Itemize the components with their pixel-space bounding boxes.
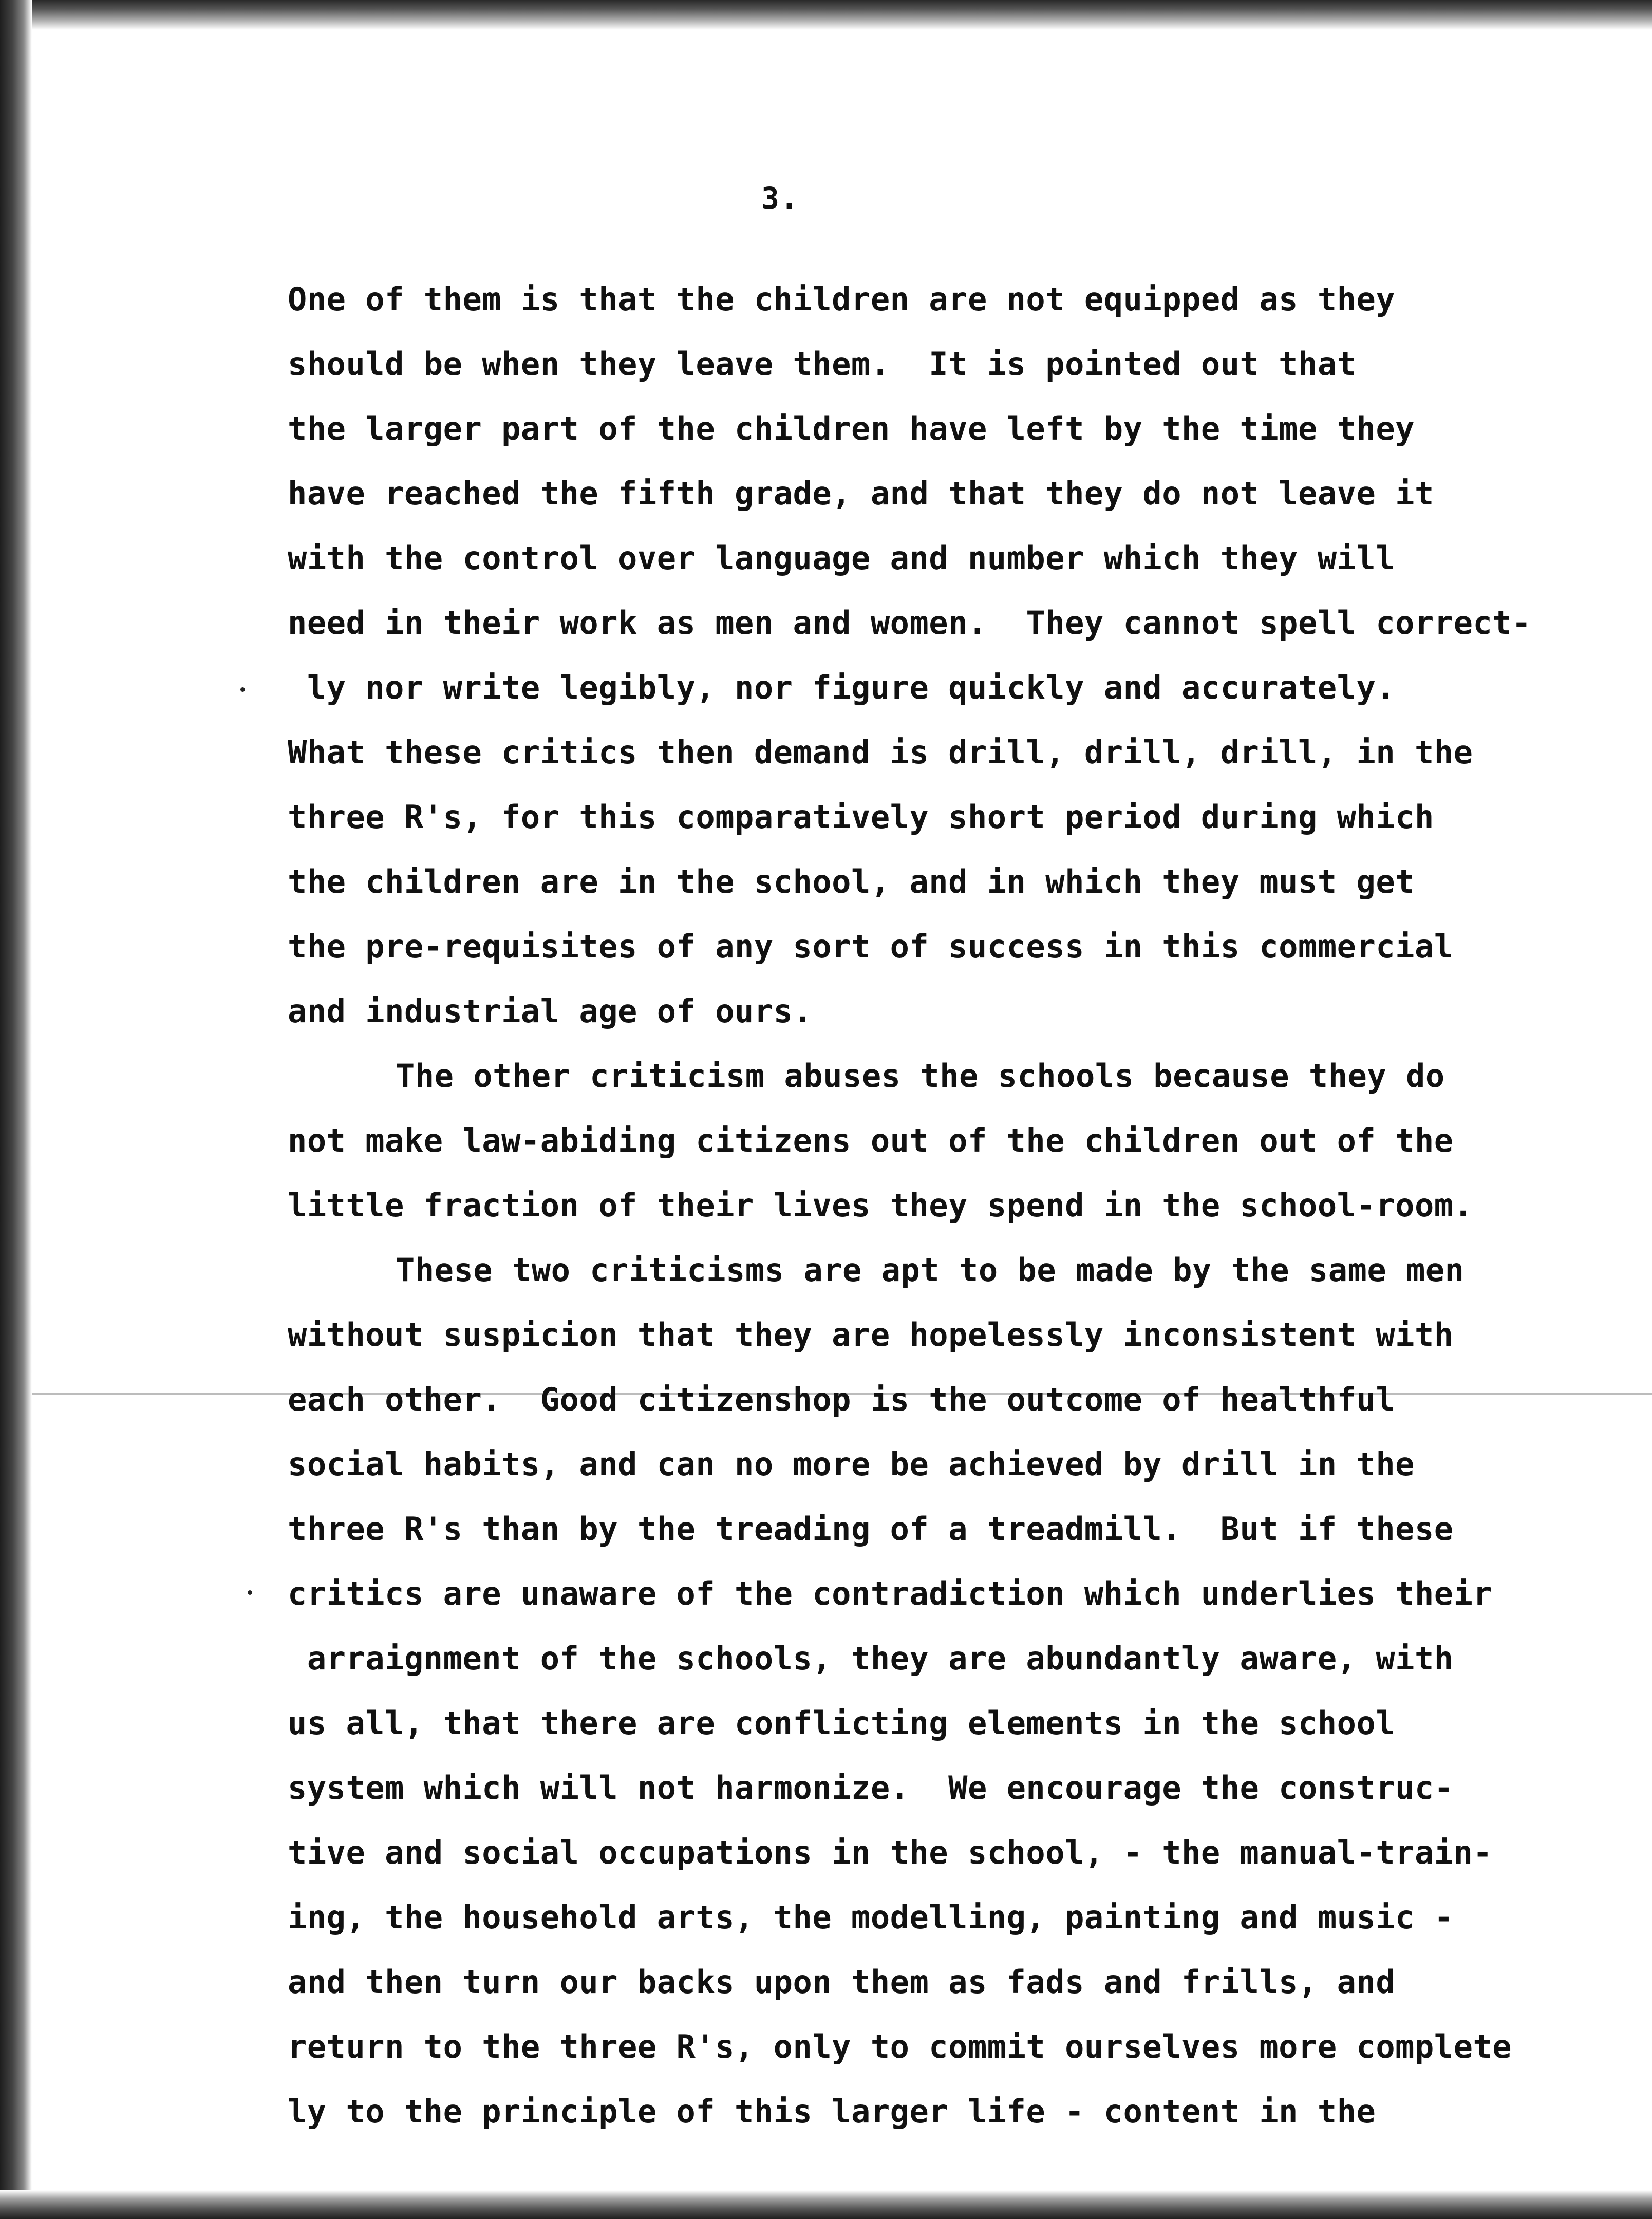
body-text — [288, 267, 1572, 2144]
text-line: One of them is that the children are not equipped as they — [288, 280, 1396, 318]
text-line: ly to the principle of this larger life - content in the — [288, 2093, 1376, 2130]
text-line: the pre-requisites of any sort of success in this commercial — [288, 928, 1454, 965]
text-line: These two criticisms are apt to be made by the same men — [396, 1251, 1465, 1289]
text-line: not make law-abiding citizens out of the children out of the — [288, 1122, 1454, 1159]
text-line: social habits, and can no more be achieved by drill in the — [288, 1445, 1415, 1483]
scan-edge-bottom — [0, 2190, 1652, 2219]
text-line: three R's than by the treading of a treadmill. But if these — [288, 1510, 1454, 1548]
text-line: return to the three R's, only to commit ourselves more complete — [288, 2028, 1512, 2065]
text-line: The other criticism abuses the schools because they do — [396, 1057, 1445, 1095]
text-line: and then turn our backs upon them as fads and frills, and — [288, 1963, 1396, 2001]
text-line: need in their work as men and women. They cannot spell correct- — [288, 604, 1531, 642]
text-line: should be when they leave them. It is pointed out that — [288, 345, 1357, 383]
scan-edge-top — [0, 0, 1652, 30]
scan-edge-left — [0, 0, 32, 2219]
text-line: ing, the household arts, the modelling, painting and music - — [288, 1898, 1454, 1936]
text-line: What these critics then demand is drill, drill, drill, in the — [288, 734, 1473, 771]
text-line: each other. Good citizenshop is the outcome of healthful — [288, 1381, 1396, 1418]
text-line: critics are unaware of the contradiction which underlies their — [288, 1575, 1493, 1612]
page-number: 3. — [761, 181, 799, 216]
text-line: the children are in the school, and in which they must get — [288, 863, 1415, 900]
text-line: ly nor write legibly, nor figure quickly and accurately. — [288, 669, 1396, 706]
text-line: and industrial age of ours. — [288, 992, 813, 1030]
text-line: three R's, for this comparatively short period during which — [288, 798, 1434, 836]
scan-speck — [248, 1590, 252, 1595]
scan-speck — [240, 687, 245, 692]
text-line: system which will not harmonize. We encourage the construc- — [288, 1769, 1454, 1807]
text-line: arraignment of the schools, they are abundantly aware, with — [288, 1640, 1454, 1677]
text-line: tive and social occupations in the school, - the manual-train- — [288, 1834, 1493, 1871]
text-line: the larger part of the children have left by the time they — [288, 410, 1415, 447]
text-line: with the control over language and number which they will — [288, 539, 1396, 577]
text-line: have reached the fifth grade, and that they do not leave it — [288, 475, 1434, 512]
text-line: us all, that there are conflicting elements in the school — [288, 1704, 1396, 1742]
text-line: without suspicion that they are hopelessly inconsistent with — [288, 1316, 1454, 1353]
text-line: little fraction of their lives they spend in the school-room. — [288, 1187, 1473, 1224]
